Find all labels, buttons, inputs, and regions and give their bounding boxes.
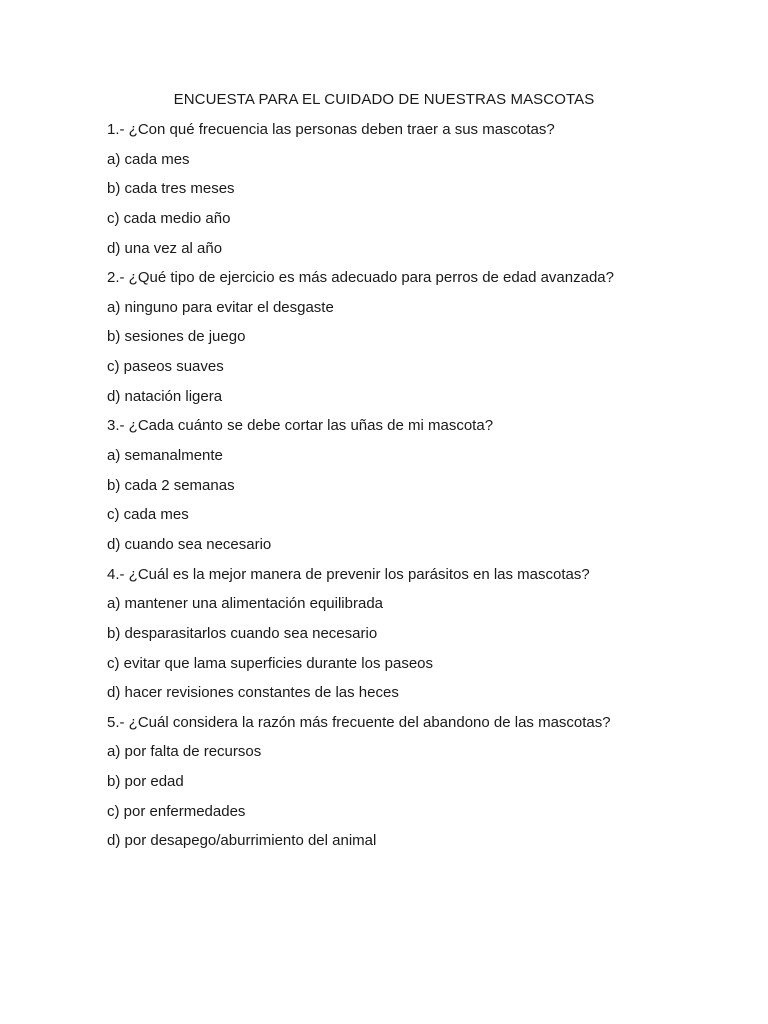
question-3-option-b: b) cada 2 semanas (107, 476, 235, 494)
question-4-option-b: b) desparasitarlos cuando sea necesario (107, 624, 378, 642)
question-2-option-d: d) natación ligera (107, 387, 223, 405)
question-2: 2.- ¿Qué tipo de ejercicio es más adecuado para perros de edad avanzada? (107, 269, 614, 287)
question-4: 4.- ¿Cuál es la mejor manera de prevenir los parásitos en las mascotas? (107, 565, 590, 583)
document-title: ENCUESTA PARA EL CUIDADO DE NUESTRAS MASCOTAS (173, 91, 595, 108)
question-3: 3.- ¿Cada cuánto se debe cortar las uñas de mi mascota? (107, 417, 494, 435)
question-2-option-b: b) sesiones de juego (107, 328, 246, 346)
question-5-option-d: d) por desapego/aburrimiento del animal (107, 832, 377, 850)
question-5-option-a: a) por falta de recursos (107, 743, 262, 761)
question-1-option-c: c) cada medio año (107, 209, 231, 227)
question-5-option-b: b) por edad (107, 773, 184, 791)
question-5-option-c: c) por enfermedades (107, 802, 246, 820)
question-3-option-a: a) semanalmente (107, 447, 223, 465)
question-4-option-d: d) hacer revisiones constantes de las heces (107, 684, 399, 702)
question-4-option-c: c) evitar que lama superficies durante los paseos (107, 654, 434, 672)
question-1-option-a: a) cada mes (107, 150, 190, 168)
question-5: 5.- ¿Cuál considera la razón más frecuente del abandono de las mascotas? (107, 713, 611, 731)
survey-body (107, 120, 727, 861)
question-1-option-d: d) una vez al año (107, 239, 223, 257)
question-4-option-a: a) mantener una alimentación equilibrada (107, 595, 384, 613)
question-2-option-a: a) ninguno para evitar el desgaste (107, 298, 334, 316)
question-3-option-d: d) cuando sea necesario (107, 535, 272, 553)
question-3-option-c: c) cada mes (107, 506, 189, 524)
question-2-option-c: c) paseos suaves (107, 358, 224, 376)
question-1: 1.- ¿Con qué frecuencia las personas deben traer a sus mascotas? (107, 121, 555, 138)
question-1-option-b: b) cada tres meses (107, 180, 235, 198)
